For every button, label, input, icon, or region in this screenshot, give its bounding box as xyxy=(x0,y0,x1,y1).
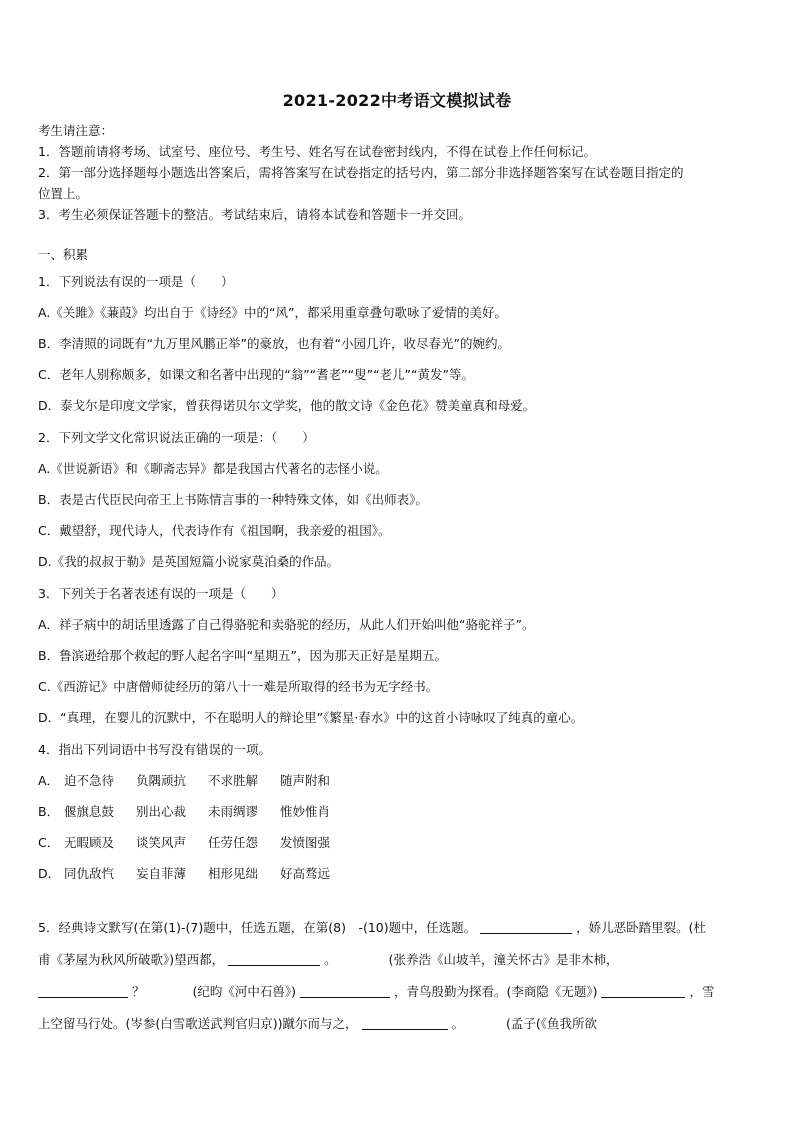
option-word: 无暇顾及 xyxy=(63,835,114,850)
answer-blank[interactable] xyxy=(480,919,572,934)
question-1-stem: 1．下列说法有误的一项是（ ） xyxy=(38,274,234,289)
option-word: 好高骛远 xyxy=(279,866,330,881)
option-word: 负隅顽抗 xyxy=(135,773,186,788)
question-3-option-b: B．鲁滨逊给那个救起的野人起名字叫“星期五”，因为那天正好是星期五。 xyxy=(38,648,448,663)
question-4-stem: 4．指出下列词语中书写没有错误的一项。 xyxy=(38,742,271,757)
option-word: 相形见绌 xyxy=(207,866,258,881)
question-4-option-c xyxy=(38,833,348,851)
option-word: 惟妙惟肖 xyxy=(279,804,330,819)
question-5-text: ，青鸟殷勤为探看。(李商隐《无题》) xyxy=(393,984,598,999)
notice-block xyxy=(38,120,760,225)
question-3-option-a: A．祥子病中的胡话里透露了自己得骆驼和卖骆驼的经历，从此人们开始叫他“骆驼祥子”。 xyxy=(38,617,535,632)
question-5-line-1 xyxy=(38,912,762,944)
section-heading: 一、积累 xyxy=(38,247,89,262)
question-4-option-b xyxy=(38,802,348,820)
option-word: 别出心裁 xyxy=(135,804,186,819)
option-letter: C． xyxy=(38,835,60,850)
question-2-stem: 2．下列文学文化常识说法正确的一项是：（ ） xyxy=(38,430,315,445)
exam-title: 2021-2022中考语文模拟试卷 xyxy=(282,91,512,110)
question-3-stem: 3．下列关于名著表述有误的一项是（ ） xyxy=(38,586,284,601)
option-letter: D． xyxy=(38,866,61,881)
option-word: 妄自菲薄 xyxy=(135,866,186,881)
question-5-text: (孟子(《鱼我所欲 xyxy=(505,1016,597,1031)
option-word: 任劳任怨 xyxy=(207,835,258,850)
option-word: 迫不急待 xyxy=(63,773,114,788)
question-5-text: 上空留马行处。(岑参(白雪歌送武判官归京))蹴尔而与之， xyxy=(38,1016,358,1031)
notice-heading: 考生请注意： xyxy=(38,123,114,138)
option-word: 偃旗息鼓 xyxy=(63,804,114,819)
question-5-text: (纪昀《河中石兽》) xyxy=(192,984,296,999)
question-5-text: ，娇儿恶卧踏里裂。(杜 xyxy=(576,920,706,935)
question-1-option-d: D．泰戈尔是印度文学家，曾获得诺贝尔文学奖，他的散文诗《金色花》赞美童真和母爱。 xyxy=(38,398,536,413)
question-4-option-a xyxy=(38,771,348,789)
notice-item: 1．答题前请将考场、试室号、座位号、考生号、姓名写在试卷密封线内，不得在试卷上作任何标记。 xyxy=(38,144,596,159)
notice-item: 3．考生必须保证答题卡的整洁。考试结束后，请将本试卷和答题卡一并交回。 xyxy=(38,207,471,222)
answer-blank[interactable] xyxy=(300,983,390,998)
question-5-text: ？ xyxy=(131,984,145,999)
option-word: 随声附和 xyxy=(279,773,330,788)
notice-item: 位置上。 xyxy=(38,186,89,201)
question-2-option-b: B．表是古代臣民向帝王上书陈情言事的一种特殊文体，如《出师表》。 xyxy=(38,492,428,507)
question-5 xyxy=(38,912,762,1040)
option-letter: A． xyxy=(38,773,60,788)
question-5-text: 。 xyxy=(324,952,337,967)
answer-blank[interactable] xyxy=(38,983,128,998)
question-1-option-c: C．老年人别称颇多，如课文和名著中出现的“翁”“耆老”“叟”“老儿”“黄发”等。 xyxy=(38,367,474,382)
question-2-option-a: A.《世说新语》和《聊斋志异》都是我国古代著名的志怪小说。 xyxy=(38,461,388,476)
question-5-text: (张养浩《山坡羊，潼关怀古》是非木柿， xyxy=(388,952,619,967)
question-3-option-d: D．“真理，在婴儿的沉默中，不在聪明人的辩论里”《繁星·春水》中的这首小诗咏叹了纯真的童心。 xyxy=(38,710,584,725)
question-4-option-d xyxy=(38,864,348,882)
question-5-line-4 xyxy=(38,1008,762,1040)
option-letter: B． xyxy=(38,804,60,819)
option-word: 发愤图强 xyxy=(279,835,330,850)
question-1-option-a: A.《关雎》《蒹葭》均出自于《诗经》中的“风”，都采用重章叠句歌咏了爱情的美好。 xyxy=(38,305,508,320)
question-5-text: 甫《茅屋为秋风所破歌》)望西都， xyxy=(38,952,225,967)
question-1-option-b: B．李清照的词既有“九万里风鹏正举”的豪放，也有着“小园几许，收尽春光”的婉约。 xyxy=(38,336,510,351)
answer-blank[interactable] xyxy=(362,1015,448,1030)
question-2-option-d: D.《我的叔叔于勒》是英国短篇小说家莫泊桑的作品。 xyxy=(38,554,340,569)
question-2-option-c: C．戴望舒，现代诗人，代表诗作有《祖国啊，我亲爱的祖国》。 xyxy=(38,523,391,538)
option-word: 不求胜解 xyxy=(207,773,258,788)
question-3-option-c: C.《西游记》中唐僧师徒经历的第八十一难是所取得的经书为无字经书。 xyxy=(38,679,439,694)
option-word: 未雨绸谬 xyxy=(207,804,258,819)
question-5-line-2 xyxy=(38,944,762,976)
notice-item: 2．第一部分选择题每小题选出答案后，需将答案写在试卷指定的括号内，第二部分非选择题答案写在试卷题目指定的 xyxy=(38,165,684,180)
question-5-line-3 xyxy=(38,976,762,1008)
option-word: 同仇敌忾 xyxy=(63,866,114,881)
option-word: 谈笑风声 xyxy=(135,835,186,850)
question-5-text: 。 xyxy=(451,1016,464,1031)
question-5-text: 5．经典诗文默写(在第(1)-(7)题中，任选五题，在第(8) -(10)题中，任选题。 xyxy=(38,920,477,935)
answer-blank[interactable] xyxy=(228,951,320,966)
answer-blank[interactable] xyxy=(601,983,685,998)
question-5-text: ，雪 xyxy=(689,984,715,999)
